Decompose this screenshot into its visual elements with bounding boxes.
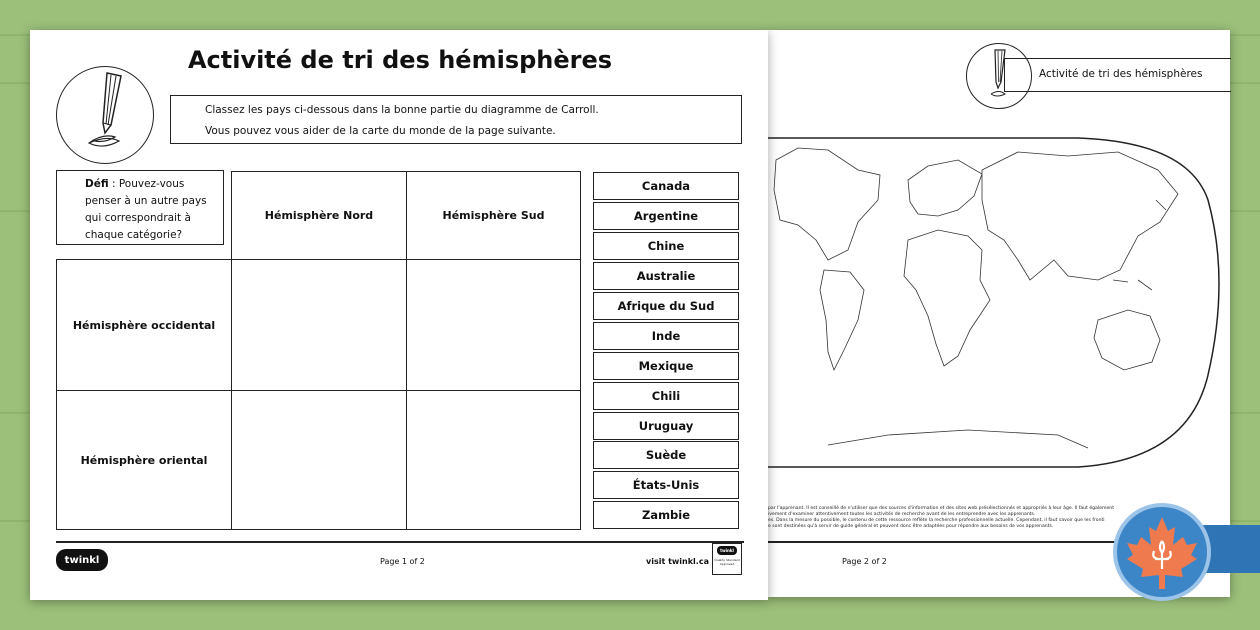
badge-text: Quality Standard Approved	[714, 558, 740, 566]
twinkl-logo[interactable]: twinkl	[56, 549, 108, 571]
country-card[interactable]: Australie	[593, 262, 739, 290]
country-card[interactable]: États-Unis	[593, 471, 739, 499]
country-card[interactable]: Chili	[593, 382, 739, 410]
fine-print-line: es. Dans la mesure du possible, le contenu de cette ressource reflète la recherche professionnelle actuelle. Cependant, il faut savoir que les fronti	[768, 518, 1105, 523]
sort-cell-east-north[interactable]	[232, 391, 406, 529]
quality-badge	[712, 543, 742, 575]
instruction-line: Classez les pays ci-dessous dans la bonne partie du diagramme de Carroll.	[205, 104, 599, 116]
country-card[interactable]: Chine	[593, 232, 739, 260]
pencil-circle	[56, 66, 154, 164]
page-number: Page 2 of 2	[842, 557, 887, 566]
country-card[interactable]: Uruguay	[593, 412, 739, 440]
page2-title: Activité de tri des hémisphères	[1039, 68, 1203, 80]
country-card[interactable]: Zambie	[593, 501, 739, 529]
instructions-box	[170, 95, 742, 144]
sort-cell-east-south[interactable]	[407, 391, 580, 529]
challenge-label: Défi	[85, 178, 109, 190]
worksheet-page-1	[30, 30, 768, 600]
pencil-circle	[966, 43, 1032, 109]
country-card[interactable]: Inde	[593, 322, 739, 350]
challenge-box	[56, 170, 224, 245]
row-header-eastern: Hémisphère oriental	[80, 454, 208, 467]
country-card[interactable]: Argentine	[593, 202, 739, 230]
worksheet-title: Activité de tri des hémisphères	[187, 46, 613, 74]
visit-link[interactable]: visit twinkl.ca	[646, 557, 709, 566]
fine-print-line: par l'apprenant. Il est conseillé de n'utiliser que des sources d'information et des sites web présélectionnés et appropriés à leur âge. Il faut également	[768, 506, 1114, 511]
region-badge	[1113, 503, 1211, 601]
sort-cell-west-south[interactable]	[407, 260, 580, 390]
country-card[interactable]: Afrique du Sud	[593, 292, 739, 320]
country-card[interactable]: Suède	[593, 441, 739, 469]
grid-line	[56, 529, 581, 530]
sort-cell-west-north[interactable]	[232, 260, 406, 390]
col-header-south: Hémisphère Sud	[442, 209, 545, 222]
world-map	[768, 130, 1230, 510]
footer-divider	[56, 541, 744, 543]
grid-line	[580, 171, 581, 530]
challenge-text: : Pouvez-vous penser à un autre pays qui correspondrait à chaque catégorie?	[85, 178, 207, 241]
instruction-line: Vous pouvez vous aider de la carte du monde de la page suivante.	[205, 125, 556, 137]
page-number: Page 1 of 2	[380, 557, 425, 566]
fine-print-line: e sont destinées qu'à servir de guide général et peuvent donc être adaptées pour répondre aux besoins de vos apprenants.	[768, 524, 1054, 529]
pencil-icon	[967, 44, 1031, 108]
maple-leaf-icon	[1117, 507, 1207, 597]
country-card[interactable]: Canada	[593, 172, 739, 200]
pencil-icon	[57, 67, 153, 163]
badge-logo: twinkl	[717, 546, 737, 555]
row-header-western: Hémisphère occidental	[72, 319, 216, 332]
country-card[interactable]: Mexique	[593, 352, 739, 380]
fine-print-line: ivement d'examiner attentivement toutes les activités de recherche avant de les entreprendre avec les apprenants.	[768, 512, 1036, 517]
grid-line	[56, 259, 57, 530]
col-header-north: Hémisphère Nord	[264, 209, 374, 222]
